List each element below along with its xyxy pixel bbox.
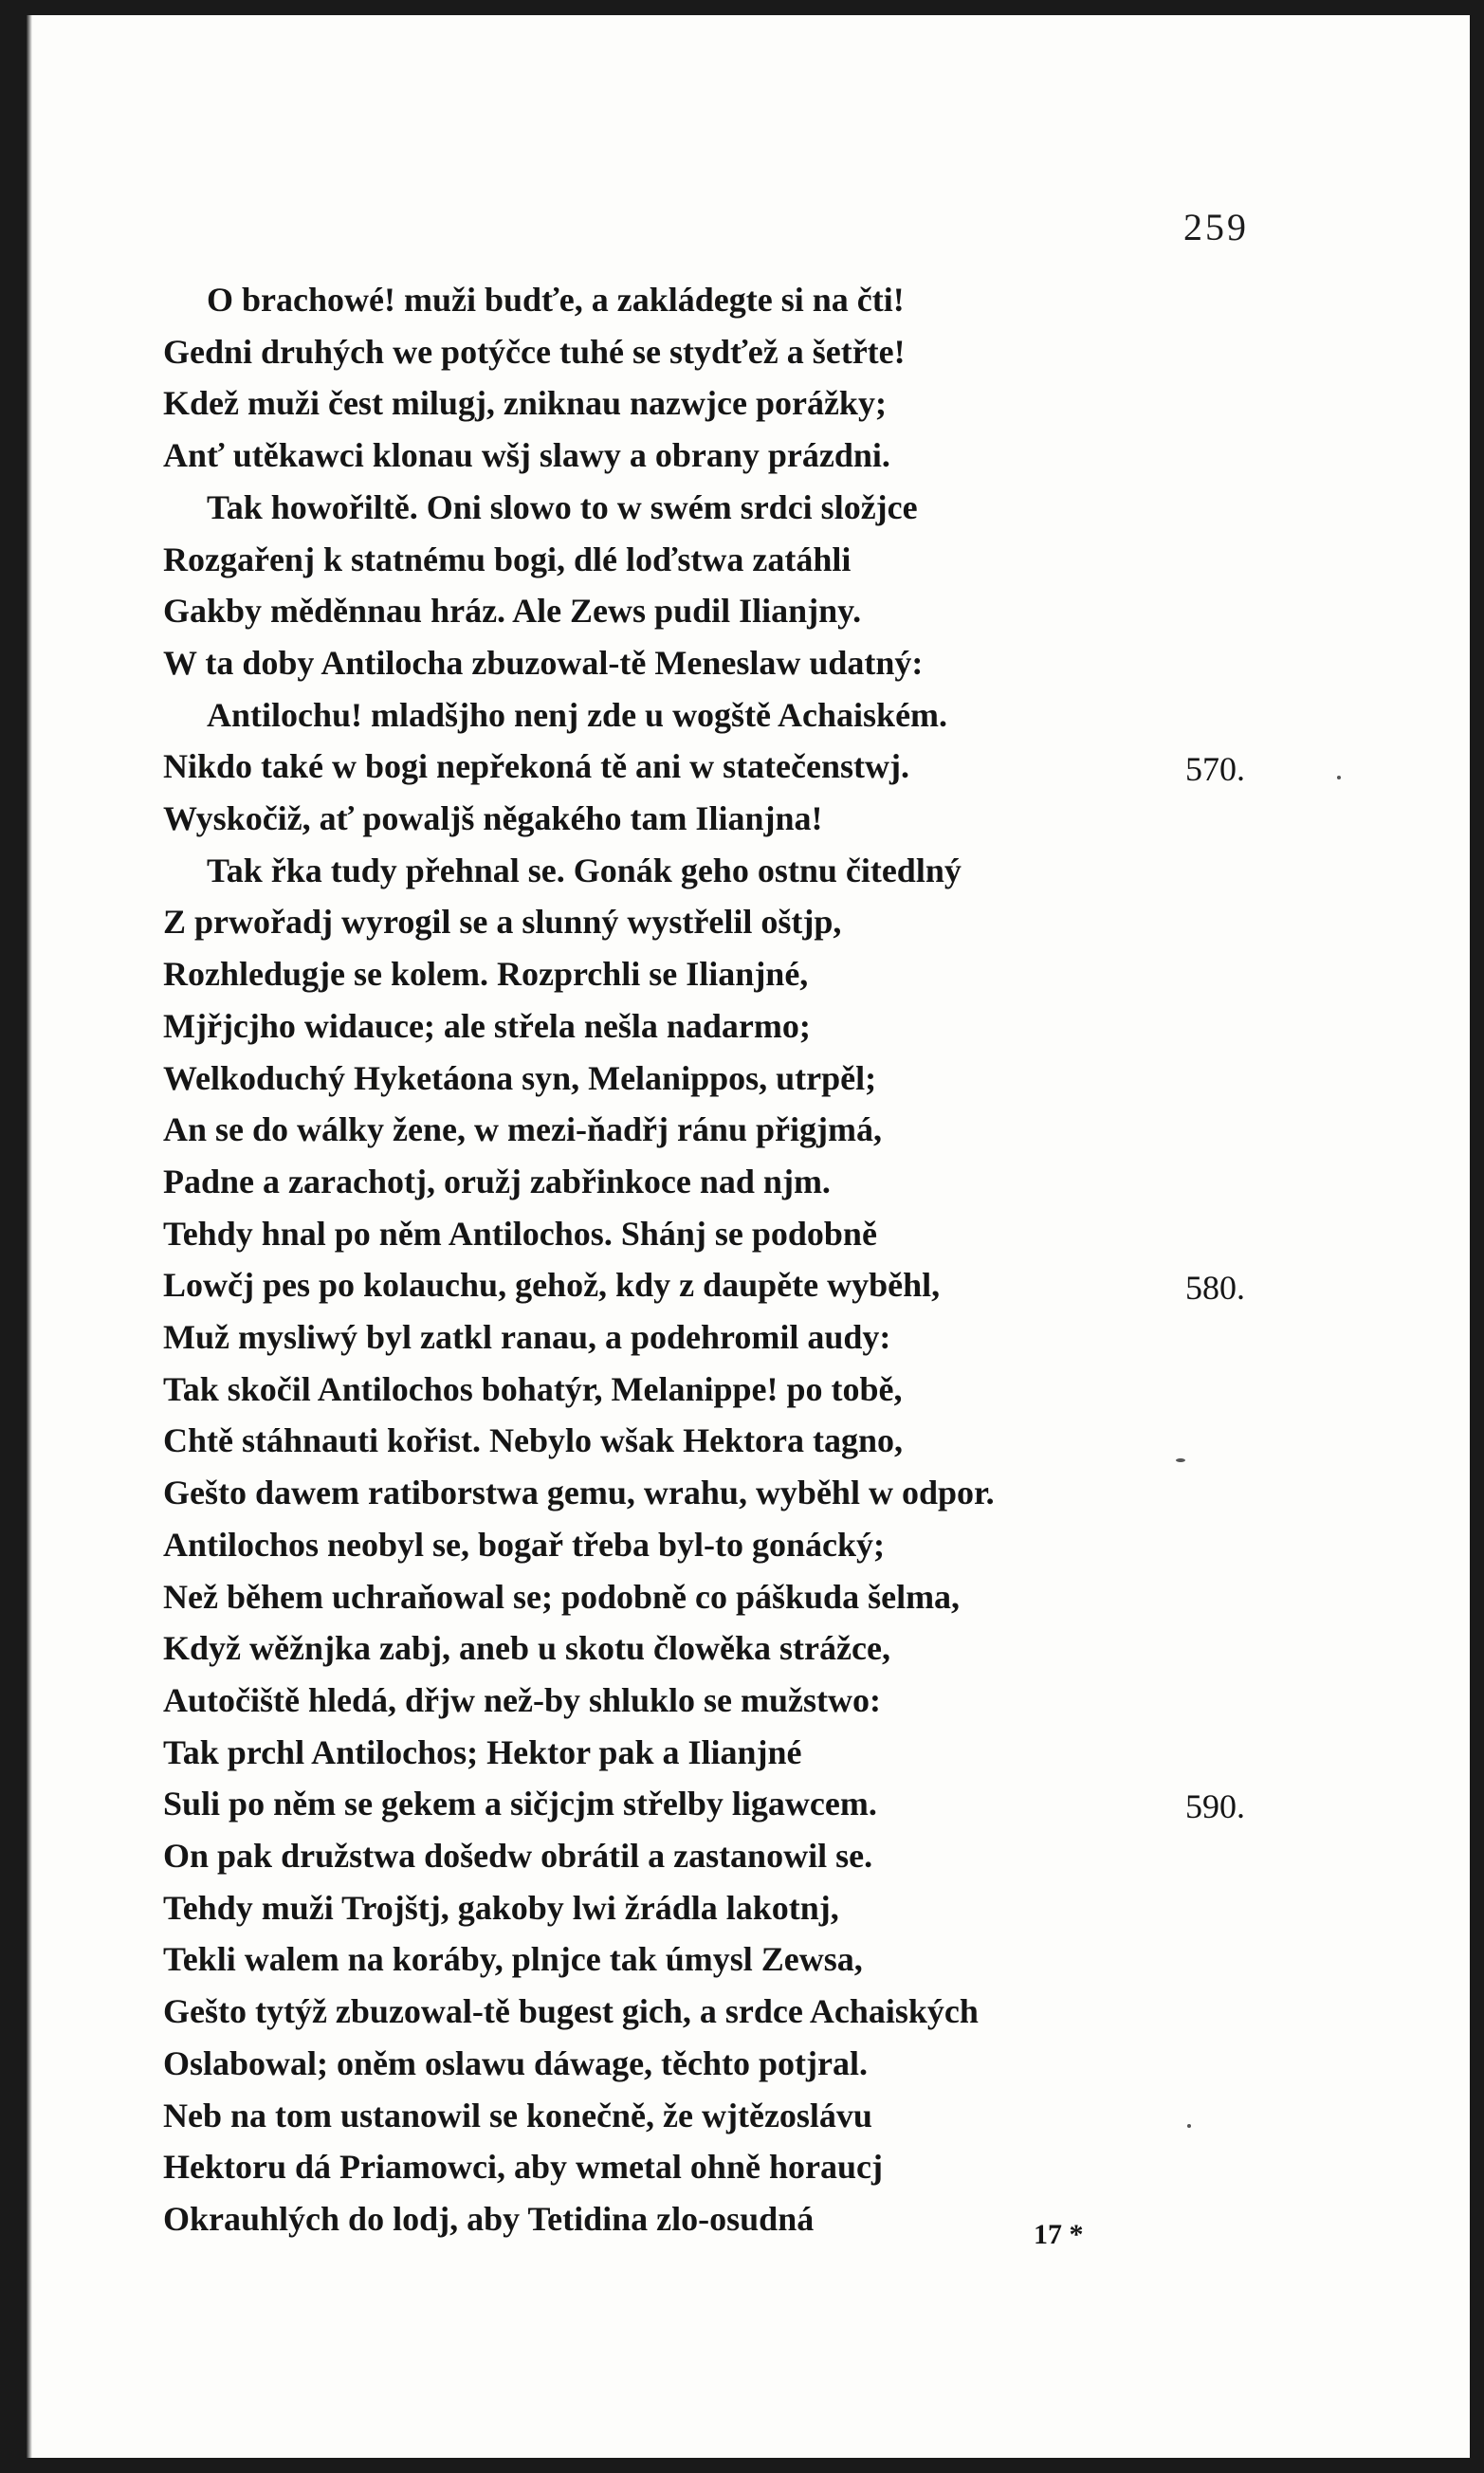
verse-line: Tehdy muži Trojštj, gakoby lwi žrádla lakotnj, [163,1889,839,1927]
verse-line: W ta doby Antilocha zbuzowal-tě Meneslaw udatný: [163,644,924,682]
verse-line: Tak řka tudy přehnal se. Gonák geho ostnu čitedlný [207,852,962,889]
page-number: 259 [1183,206,1249,248]
verse-line: Gedni druhých we potýčce tuhé se stydťež a šetřte! [163,333,906,371]
verse-line: Suli po něm se gekem a sičjcjm střelby ligawcem. [163,1785,877,1823]
verse-number-590: 590. [1185,1787,1245,1825]
verse-line: Když wěžnjka zabj, aneb u skotu člowěka strážce, [163,1629,890,1667]
page-speck [1176,1458,1185,1462]
verse-line: On pak družstwa došedw obrátil a zastanowil se. [163,1837,873,1875]
verse-line: Rozgařenj k statnému bogi, dlé loďstwa zatáhli [163,540,852,578]
verse-line: Lowčj pes po kolauchu, gehož, kdy z daupěte wyběhl, [163,1266,941,1304]
verse-line: Gakby měděnnau hráz. Ale Zews pudil Ilianjny. [163,592,862,630]
verse-line: O brachowé! muži budťe, a zakládegte si na čti! [207,281,905,319]
verse-line: Z prwořadj wyrogil se a slunný wystřelil oštjp, [163,903,842,941]
verse-line: Chtě stáhnauti kořist. Nebylo wšak Hektora tagno, [163,1421,904,1459]
verse-line: Anť utěkawci klonau wšj slawy a obrany prázdni. [163,436,890,474]
verse-line: Kdež muži čest milugj, zniknau nazwjce porážky; [163,384,887,422]
verse-line: Mjřjcjho widauce; ale střela nešla nadarmo; [163,1007,811,1045]
verse-line: Tekli walem na koráby, plnjce tak úmysl Zewsa, [163,1940,863,1978]
verse-line: Tak howořiltě. Oni slowo to w swém srdci složjce [207,488,918,526]
verse-line: Wyskočiž, ať powaljš něgakého tam Ilianjna! [163,799,823,837]
page-speck [1337,776,1341,779]
verse-line: Než během uchraňowal se; podobně co páškuda šelma, [163,1578,961,1616]
verse-line: Antilochu! mladšjho nenj zde u wogště Achaiském. [207,696,948,734]
verse-line: Oslabowal; oněm oslawu dáwage, těchto potjral. [163,2044,868,2082]
verse-line: Okrauhlých do lodj, aby Tetidina zlo-osudná [163,2200,815,2238]
verse-line: Autočiště hledá, dřjw než-by shluklo se mužstwo: [163,1681,882,1719]
verse-line: Tak skočil Antilochos bohatýr, Melanippe! po tobě, [163,1370,903,1408]
printer-signature: 17 * [1034,2219,1084,2250]
verse-line: Padne a zarachotj, oružj zabřinkoce nad njm. [163,1163,831,1200]
verse-line: Welkoduchý Hyketáona syn, Melanippos, utrpěl; [163,1059,877,1097]
verse-line: Muž mysliwý byl zatkl ranau, a podehromil audy: [163,1318,891,1356]
verse-line: Antilochos neobyl se, bogař třeba byl-to gonácký; [163,1526,886,1564]
page-speck [1187,2124,1191,2128]
verse-line: Neb na tom ustanowil se konečně, že wjtězoslávu [163,2097,872,2134]
verse-number-580: 580. [1185,1269,1245,1307]
verse-line: Gešto tytýž zbuzowal-tě bugest gich, a srdce Achaiských [163,1992,979,2030]
verse-line: Rozhledugje se kolem. Rozprchli se Ilianjné, [163,955,809,993]
verse-line: Hektoru dá Priamowci, aby wmetal ohně horaucj [163,2148,883,2186]
verse-number-570: 570. [1185,750,1245,788]
verse-line: An se do wálky žene, w mezi-ňadřj ránu přigjmá, [163,1110,882,1148]
verse-line: Nikdo také w bogi nepřekoná tě ani w statečenstwj. [163,747,909,785]
verse-line: Tehdy hnal po něm Antilochos. Shánj se podobně [163,1215,877,1253]
verse-line: Tak prchl Antilochos; Hektor pak a Ilianjné [163,1733,802,1771]
verse-line: Gešto dawem ratiborstwa gemu, wrahu, wyběhl w odpor. [163,1474,995,1511]
